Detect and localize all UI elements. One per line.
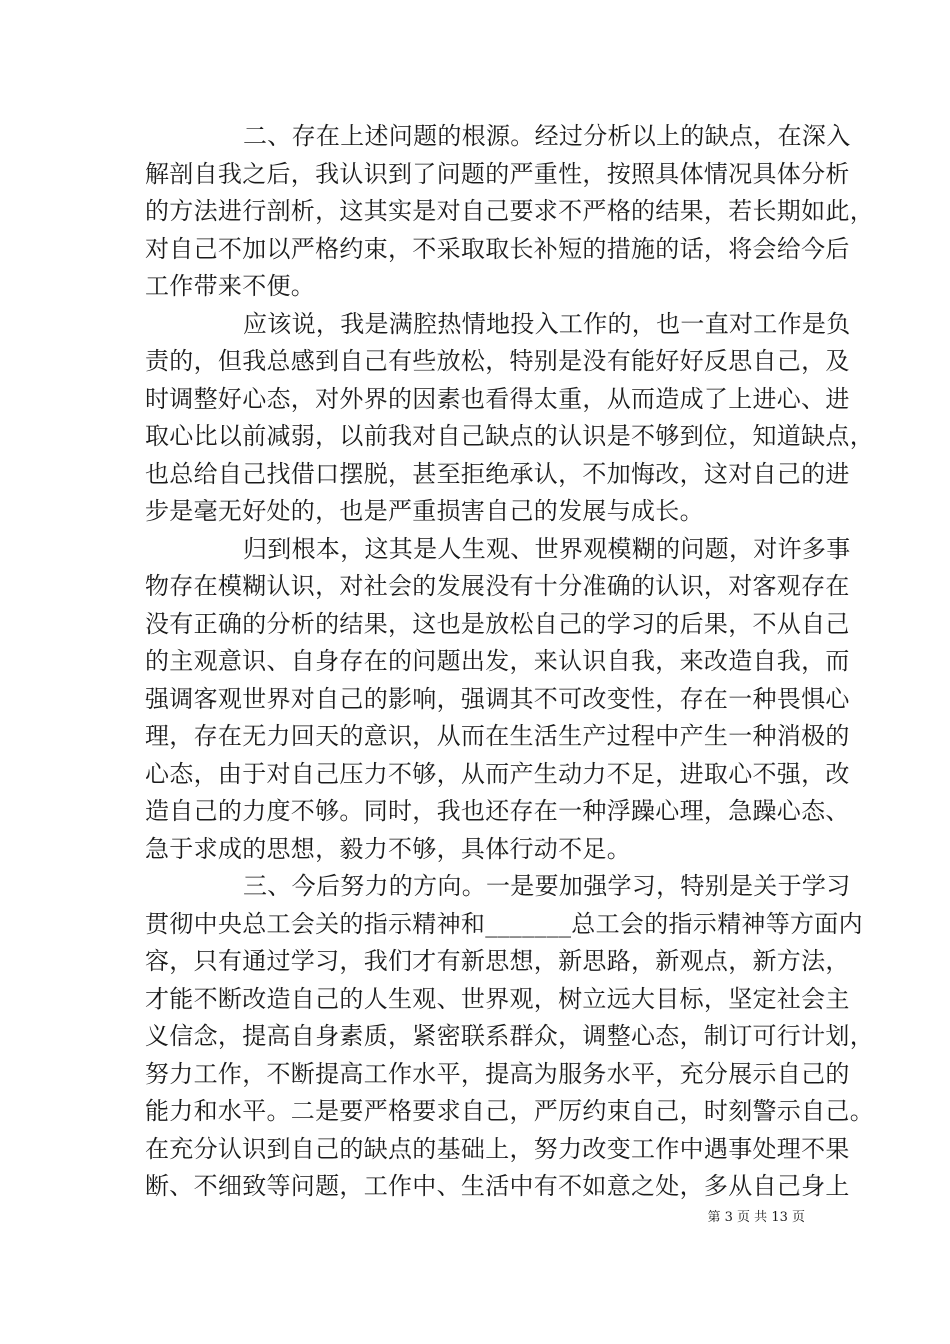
text-line: 物存在模糊认识，对社会的发展没有十分准确的认识，对客观存在 — [145, 572, 850, 600]
text-line: 努力工作，不断提高工作水平，提高为服务水平，充分展示自己的 — [145, 1059, 850, 1088]
paragraph-self-reflection — [145, 306, 874, 531]
text-line: 能力和水平。二是要严格要求自己，严厉约束自己，时刻警示自己。 — [145, 1097, 874, 1125]
text-line: 时调整好心态，对外界的因素也看得太重，从而造成了上进心、进 — [145, 384, 850, 413]
text-line: 责的，但我总感到自己有些放松，特别是没有能好好反思自己，及 — [145, 347, 850, 375]
text-line: 容，只有通过学习，我们才有新思想，新思路，新观点，新方法， — [145, 947, 850, 975]
text-line: 取心比以前减弱，以前我对自己缺点的认识是不够到位，知道缺点， — [145, 422, 874, 450]
text-line: 没有正确的分析的结果，这也是放松自己的学习的后果，不从自己 — [145, 609, 850, 638]
text-line: 断、不细致等问题，工作中、生活中有不如意之处，多从自己身上 — [145, 1172, 850, 1200]
text-line: 造自己的力度不够。同时，我也还存在一种浮躁心理，急躁心态、 — [145, 797, 850, 825]
text-line: 步是毫无好处的，也是严重损害自己的发展与成长。 — [145, 497, 704, 525]
paragraph-root-causes — [145, 118, 874, 306]
paragraph-future-direction — [145, 868, 874, 1206]
text-line: 二、存在上述问题的根源。经过分析以上的缺点，在深入 — [243, 122, 851, 150]
text-line: 急于求成的思想，毅力不够，具体行动不足。 — [145, 834, 631, 863]
text-line: 才能不断改造自己的人生观、世界观，树立远大目标，坚定社会主 — [145, 984, 850, 1013]
text-line: 强调客观世界对自己的影响，强调其不可改变性，存在一种畏惧心 — [145, 684, 850, 713]
text-line: 理，存在无力回天的意识，从而在生活生产过程中产生一种消极的 — [145, 722, 850, 750]
document-body — [145, 118, 874, 1206]
text-line: 也总给自己找借口摆脱，甚至拒绝承认，不加悔改，这对自己的进 — [145, 459, 850, 488]
text-line: 的主观意识、自身存在的问题出发，来认识自我，来改造自我，而 — [145, 647, 850, 675]
text-line: 心态，由于对自己压力不够，从而产生动力不足，进取心不强，改 — [145, 759, 850, 788]
text-line: 归到根本，这其是人生观、世界观模糊的问题，对许多事 — [243, 534, 851, 563]
text-line: 解剖自我之后，我认识到了问题的严重性，按照具体情况具体分析 — [145, 159, 850, 188]
text-line: 应该说，我是满腔热情地投入工作的，也一直对工作是负 — [243, 309, 851, 338]
paragraph-fundamental-cause — [145, 531, 851, 869]
text-line: 贯彻中央总工会关的指示精神和_______总工会的指示精神等方面内 — [145, 909, 863, 938]
text-line: 义信念，提高自身素质，紧密联系群众，调整心态，制订可行计划， — [145, 1022, 874, 1050]
page-number-footer: 第 3 页 共 13 页 — [707, 1210, 805, 1225]
text-line: 在充分认识到自己的缺点的基础上，努力改变工作中遇事处理不果 — [145, 1134, 850, 1163]
text-line: 的方法进行剖析，这其实是对自己要求不严格的结果，若长期如此， — [145, 197, 874, 225]
text-line: 三、今后努力的方向。一是要加强学习，特别是关于学习 — [243, 872, 851, 900]
text-line: 工作带来不便。 — [145, 272, 316, 300]
text-line: 对自己不加以严格约束，不采取取长补短的措施的话，将会给今后 — [145, 234, 850, 263]
